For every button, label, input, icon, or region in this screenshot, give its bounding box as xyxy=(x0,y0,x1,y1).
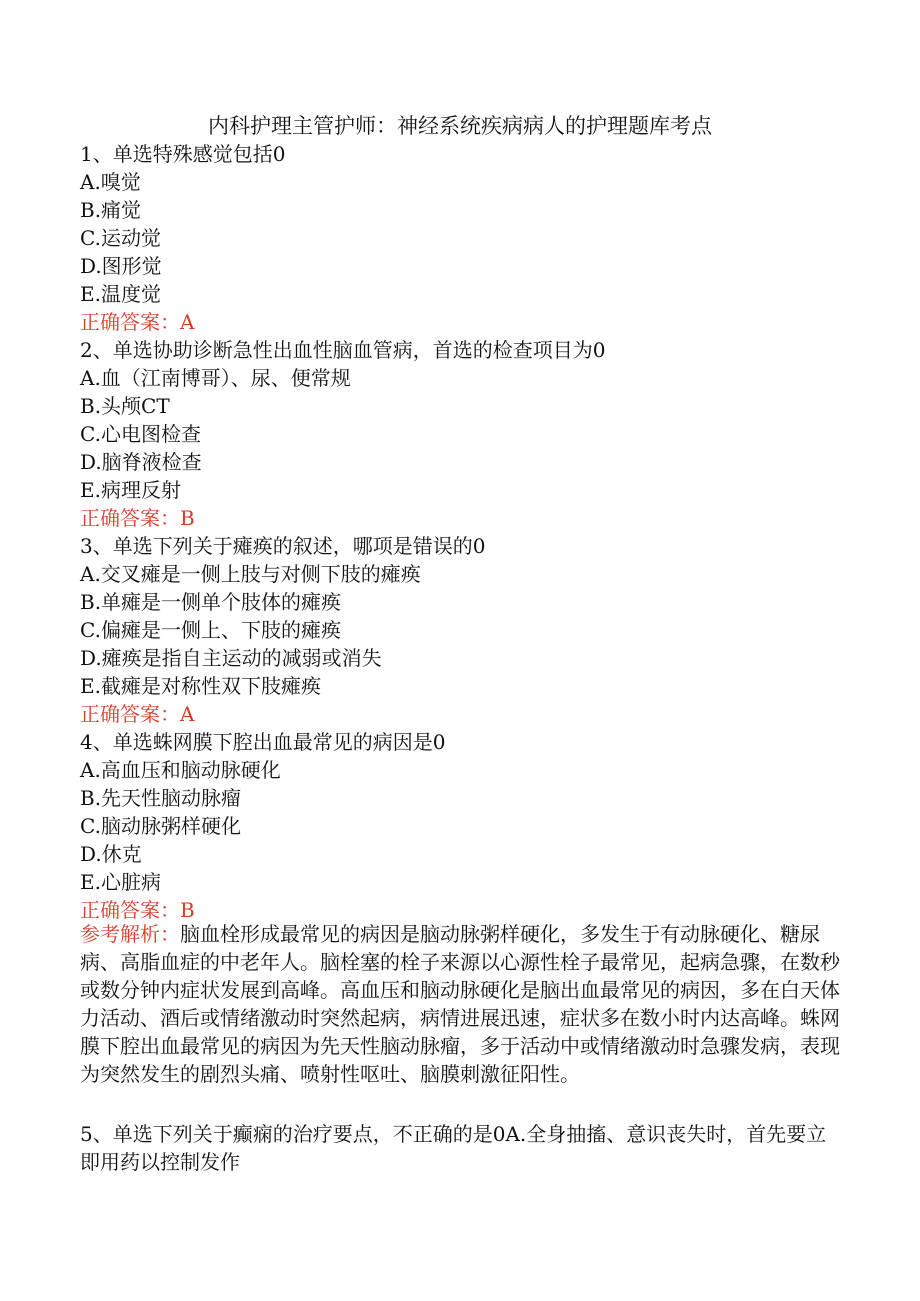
answer-value: B xyxy=(180,898,195,922)
analysis-text: 脑血栓形成最常见的病因是脑动脉粥样硬化，多发生于有动脉硬化、糖尿病、高脂血症的中老年人。脑栓塞的栓子来源以心源性栓子最常见，起病急骤，在数秒或数分钟内症状发展到高峰。高血压和脑动脉硬化是脑出血最常见的病因，多在白天体力活动、酒后或情绪激动时突然起病，病情进展迅速，症状多在数小时内达高峰。蛛网膜下腔出血最常见的病因为先天性脑动脉瘤，多于活动中或情绪激动时急骤发病，表现为突然发生的剧烈头痛、喷射性呕吐、脑膜刺激征阳性。 xyxy=(80,922,840,1086)
question-5-stem: 5、单选下列关于癫痫的治疗要点，不正确的是0A.全身抽搐、意识丧失时，首先要立即用药以控制发作 xyxy=(80,1122,827,1174)
answer-value: B xyxy=(180,506,195,530)
question-1-option-d: D.图形觉 xyxy=(80,254,162,278)
question-3-option-a: A.交叉瘫是一侧上肢与对侧下肢的瘫痪 xyxy=(80,562,421,586)
question-2-answer xyxy=(80,504,850,532)
question-3-option-c: C.偏瘫是一侧上、下肢的瘫痪 xyxy=(80,618,341,642)
question-4-analysis xyxy=(80,920,840,1088)
question-3-answer xyxy=(80,700,850,728)
answer-label: 正确答案： xyxy=(80,506,180,530)
question-4-option-b: B.先天性脑动脉瘤 xyxy=(80,786,242,810)
answer-label: 正确答案： xyxy=(80,310,180,334)
question-1-option-a: A.嗅觉 xyxy=(80,170,141,194)
question-4-stem: 4、单选蛛网膜下腔出血最常见的病因是0 xyxy=(80,730,446,754)
question-2-option-e: E.病理反射 xyxy=(80,478,181,502)
question-2-stem: 2、单选协助诊断急性出血性脑血管病，首选的检查项目为0 xyxy=(80,338,606,362)
question-2-option-b: B.头颅CT xyxy=(80,394,170,418)
question-3-option-b: B.单瘫是一侧单个肢体的瘫痪 xyxy=(80,590,342,614)
question-1-answer xyxy=(80,308,850,336)
question-4-option-c: C.脑动脉粥样硬化 xyxy=(80,814,241,838)
question-1-option-b: B.痛觉 xyxy=(80,198,142,222)
question-2-option-d: D.脑脊液检查 xyxy=(80,450,202,474)
answer-value: A xyxy=(180,310,195,334)
question-3-option-d: D.瘫痪是指自主运动的减弱或消失 xyxy=(80,646,382,670)
question-2-option-c: C.心电图检查 xyxy=(80,422,201,446)
answer-value: A xyxy=(180,702,195,726)
answer-label: 正确答案： xyxy=(80,898,180,922)
page-title: 内科护理主管护师：神经系统疾病病人的护理题库考点 xyxy=(208,114,712,138)
question-1-stem: 1、单选特殊感觉包括0 xyxy=(80,142,286,166)
analysis-label: 参考解析： xyxy=(80,922,180,946)
question-1-option-c: C.运动觉 xyxy=(80,226,161,250)
question-3-option-e: E.截瘫是对称性双下肢瘫痪 xyxy=(80,674,321,698)
answer-label: 正确答案： xyxy=(80,702,180,726)
question-1-option-e: E.温度觉 xyxy=(80,282,161,306)
question-3-stem: 3、单选下列关于瘫痪的叙述，哪项是错误的0 xyxy=(80,534,486,558)
question-4-option-e: E.心脏病 xyxy=(80,870,161,894)
question-2-option-a: A.血（江南博哥）、尿、便常规 xyxy=(80,366,351,390)
question-4-option-a: Α.高血压和脑动脉硬化 xyxy=(80,758,281,782)
question-4-option-d: D.休克 xyxy=(80,842,142,866)
